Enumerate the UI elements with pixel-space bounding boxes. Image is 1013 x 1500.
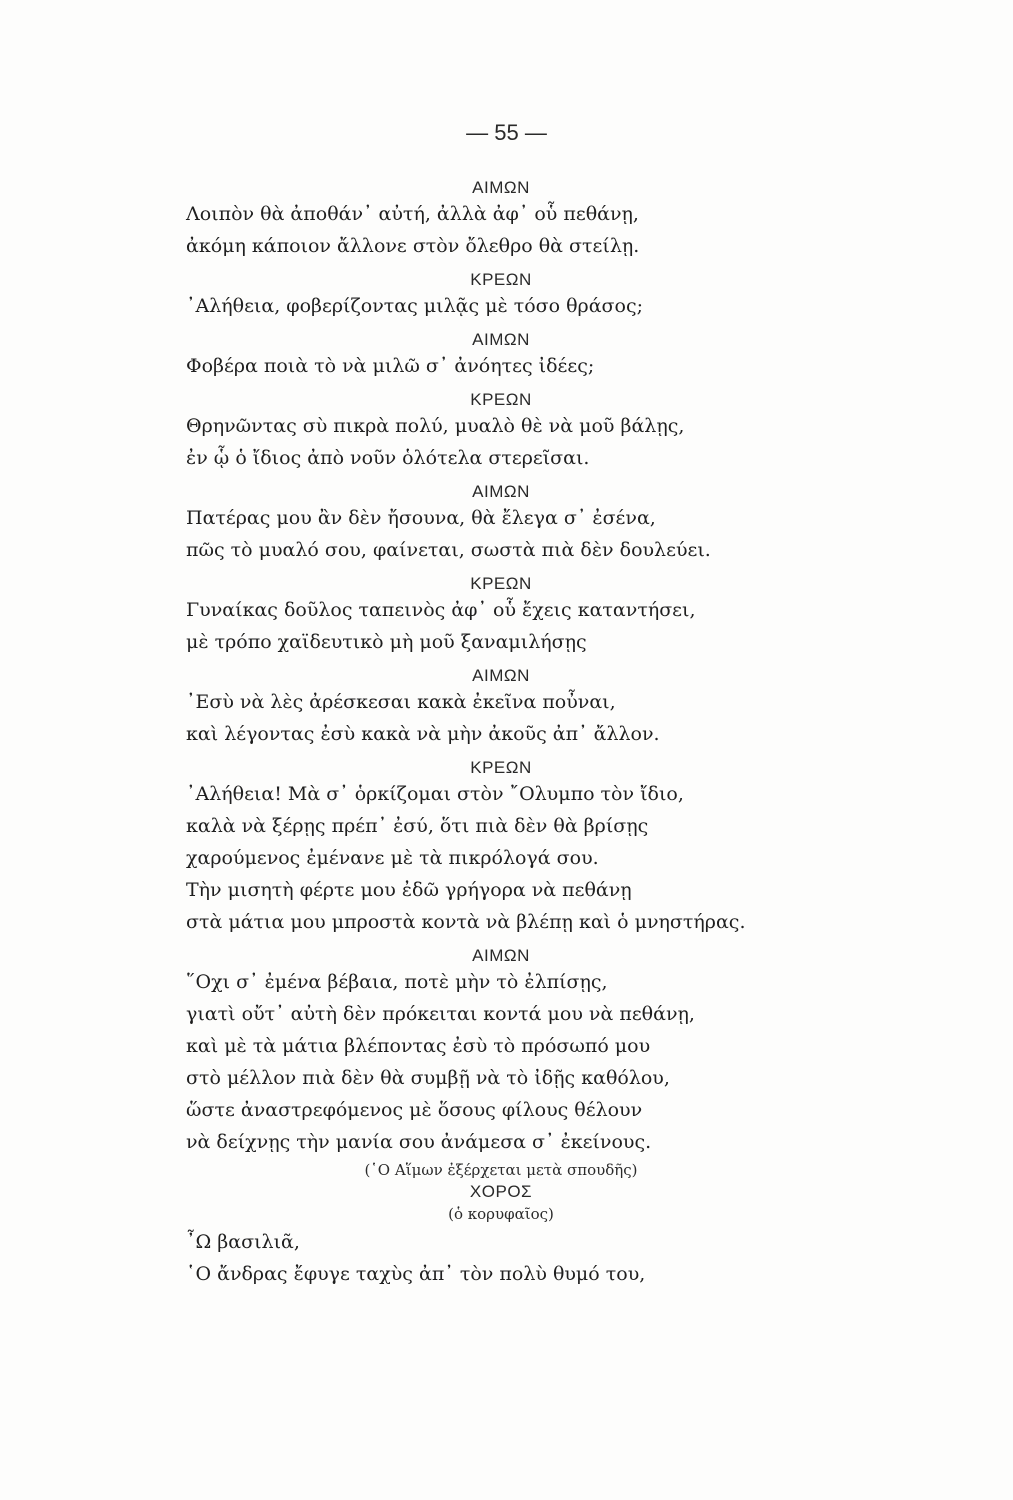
stage-direction: (ὁ κορυφαῖος)	[448, 1205, 554, 1223]
page-number: — 55 —	[466, 120, 547, 145]
verse-line: ῾Ο ἄνδρας ἔφυγε ταχὺς ἀπ᾿ τὸν πολὺ θυμό του,	[186, 1263, 646, 1285]
verse-line: ὥστε ἀναστρεφόμενος μὲ ὅσους φίλους θέλουν	[186, 1099, 643, 1121]
verse-line: Λοιπὸν θὰ ἀποθάν᾿ αὐτή, ἀλλὰ ἀφ᾿ οὗ πεθάνῃ,	[186, 203, 639, 225]
dialogue-block	[186, 666, 886, 750]
verse-line: Θρηνῶντας σὺ πικρὰ πολύ, μυαλὸ θὲ νὰ μοῦ βάλῃς,	[186, 415, 685, 437]
speaker-name: ΑΙΜΩΝ	[472, 482, 530, 501]
verse-line: ᾿Εσὺ νὰ λὲς ἀρέσκεσαι κακὰ ἐκεῖνα ποὖναι,	[186, 691, 616, 713]
verse-line: Τὴν μισητὴ φέρτε μου ἐδῶ γρήγορα νὰ πεθάνῃ	[186, 879, 632, 901]
dialogue-block	[186, 946, 886, 1182]
dialogue-block	[186, 178, 886, 262]
verse-line: Γυναίκας δοῦλος ταπεινὸς ἀφ᾿ οὗ ἔχεις καταντήσει,	[186, 599, 696, 621]
speaker-name: ΚΡΕΩΝ	[470, 758, 532, 777]
speaker-name: ΚΡΕΩΝ	[470, 390, 532, 409]
dialogue-block	[186, 390, 886, 474]
verse-line: χαρούμενος ἐμένανε μὲ τὰ πικρόλογά σου.	[186, 847, 599, 869]
dialogue-block	[186, 574, 886, 658]
verse-line: ῏Ω βασιλιᾶ,	[186, 1231, 300, 1253]
verse-line: ᾿Αλήθεια, φοβερίζοντας μιλᾷς μὲ τόσο θράσος;	[186, 295, 644, 317]
verse-line: ᾿Αλήθεια! Μὰ σ᾿ ὁρκίζομαι στὸν ῎Ολυμπο τὸν ἴδιο,	[186, 783, 684, 805]
speaker-name: ΚΡΕΩΝ	[470, 270, 532, 289]
verse-line: στὰ μάτια μου μπροστὰ κοντὰ νὰ βλέπῃ καὶ ὁ μνηστήρας.	[186, 911, 746, 933]
verse-line: μὲ τρόπο χαϊδευτικὸ μὴ μοῦ ξαναμιλήσῃς	[186, 631, 587, 653]
speaker-name: ΑΙΜΩΝ	[472, 946, 530, 965]
dialogue-block	[186, 1182, 886, 1290]
stage-direction: (῾Ο Αἵμων ἐξέρχεται μετὰ σπουδῆς)	[364, 1161, 638, 1179]
verse-line: πῶς τὸ μυαλό σου, φαίνεται, σωστὰ πιὰ δὲν δουλεύει.	[186, 539, 711, 561]
speaker-name: ΑΙΜΩΝ	[472, 666, 530, 685]
speaker-name: ΧΟΡΟΣ	[469, 1182, 533, 1201]
dialogue-block	[186, 758, 886, 938]
verse-line: ἐν ᾧ ὁ ἴδιος ἀπὸ νοῦν ὁλότελα στερεῖσαι.	[186, 447, 590, 469]
speaker-name: ΑΙΜΩΝ	[472, 330, 530, 349]
verse-line: Πατέρας μου ἂν δὲν ἤσουνα, θὰ ἔλεγα σ᾿ ἐσένα,	[186, 507, 656, 529]
verse-line: ἀκόμη κάποιον ἄλλονε στὸν ὄλεθρο θὰ στείλῃ.	[186, 235, 640, 257]
verse-line: στὸ μέλλον πιὰ δὲν θὰ συμβῇ νὰ τὸ ἰδῇς καθόλου,	[186, 1067, 670, 1089]
verse-line: νὰ δείχνῃς τὴν μανία σου ἀνάμεσα σ᾿ ἐκείνους.	[186, 1131, 652, 1153]
speaker-name: ΑΙΜΩΝ	[472, 178, 530, 197]
verse-line: Φοβέρα ποιὰ τὸ νὰ μιλῶ σ᾿ ἀνόητες ἰδέες;	[186, 355, 595, 377]
verse-line: καλὰ νὰ ξέρῃς πρέπ᾿ ἐσύ, ὅτι πιὰ δὲν θὰ βρίσῃς	[186, 815, 649, 837]
verse-line: καὶ μὲ τὰ μάτια βλέποντας ἐσὺ τὸ πρόσωπό μου	[186, 1035, 651, 1057]
dialogue-block	[186, 482, 886, 566]
verse-line: γιατὶ οὔτ᾿ αὐτὴ δὲν πρόκειται κοντά μου νὰ πεθάνῃ,	[186, 1003, 695, 1025]
play-text	[186, 178, 886, 1290]
dialogue-block	[186, 270, 886, 322]
verse-line: καὶ λέγοντας ἐσὺ κακὰ νὰ μὴν ἀκοῦς ἀπ᾿ ἄλλον.	[186, 723, 660, 745]
verse-line: ῞Οχι σ᾿ ἐμένα βέβαια, ποτὲ μὴν τὸ ἐλπίσῃς,	[186, 971, 608, 993]
dialogue-block	[186, 330, 886, 382]
speaker-name: ΚΡΕΩΝ	[470, 574, 532, 593]
